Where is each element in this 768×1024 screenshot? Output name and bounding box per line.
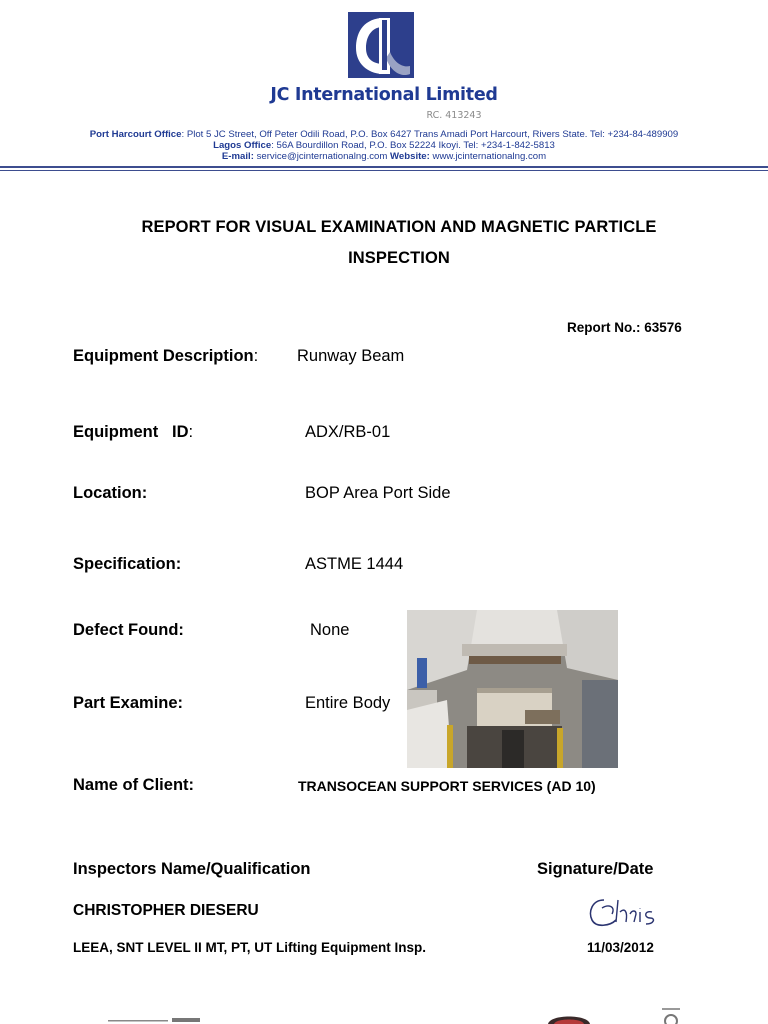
report-title-line2: INSPECTION <box>348 249 450 267</box>
equipment-description-value: Runway Beam <box>297 347 405 365</box>
certification-mark-icon <box>656 1008 686 1024</box>
defect-found-label: Defect Found: <box>73 621 184 639</box>
lagos-address <box>0 140 768 151</box>
port-harcourt-address <box>0 129 768 140</box>
contact-line <box>0 151 768 162</box>
inspector-name: CHRISTOPHER DIESERU <box>73 902 259 919</box>
header-divider-bottom <box>0 170 768 171</box>
email-value[interactable]: service@jcinternationalng.com <box>253 151 391 162</box>
iso-certification-icon <box>108 1016 200 1024</box>
equipment-description-label: Equipment Description: <box>73 347 259 365</box>
handwritten-signature <box>582 890 668 936</box>
report-number-value: 63576 <box>644 320 682 335</box>
signature-date-heading: Signature/Date <box>537 860 654 878</box>
client-label: Name of Client: <box>73 776 195 794</box>
report-number <box>567 320 682 335</box>
email-label: E-mail: <box>221 151 254 162</box>
seal-icon <box>546 1012 592 1024</box>
lagos-label: Lagos Office <box>213 140 272 151</box>
website-value[interactable]: www.jcinternationalng.com <box>429 151 547 162</box>
part-examine-value: Entire Body <box>305 694 391 712</box>
inspectors-heading: Inspectors Name/Qualification <box>73 860 311 878</box>
specification-label: Specification: <box>73 555 182 573</box>
inspection-date: 11/03/2012 <box>587 940 654 955</box>
defect-found-value: None <box>310 621 350 639</box>
header-divider-top <box>0 166 768 168</box>
lagos-text: : 56A Bourdillon Road, P.O. Box 52224 Ikoyi. Tel: +234-1-842-5813 <box>271 140 555 151</box>
runway-beam-photo <box>407 610 618 768</box>
report-number-label: Report No.: <box>567 320 641 335</box>
inspector-qualification: LEEA, SNT LEVEL II MT, PT, UT Lifting Equipment Insp. <box>73 940 427 955</box>
part-examine-label: Part Examine: <box>73 694 184 712</box>
port-harcourt-text: : Plot 5 JC Street, Off Peter Odili Road, P.O. Box 6427 Trans Amadi Port Harcourt, Rivers State. Tel: +234-84-489909 <box>181 129 679 140</box>
website-label: Website: <box>390 151 430 162</box>
equipment-id-value: ADX/RB-01 <box>305 423 391 441</box>
company-registration-number: RC. 413243 <box>426 110 482 121</box>
port-harcourt-label: Port Harcourt Office <box>89 129 182 140</box>
company-logo-icon <box>346 12 416 80</box>
report-title-line1: REPORT FOR VISUAL EXAMINATION AND MAGNETIC PARTICLE <box>141 218 657 236</box>
client-value: TRANSOCEAN SUPPORT SERVICES (AD 10) <box>298 778 596 794</box>
location-label: Location: <box>73 484 148 502</box>
location-value: BOP Area Port Side <box>305 484 451 502</box>
company-name: JC International Limited <box>270 85 498 105</box>
specification-value: ASTME 1444 <box>305 555 404 573</box>
equipment-id-label: Equipment ID: <box>73 423 194 441</box>
